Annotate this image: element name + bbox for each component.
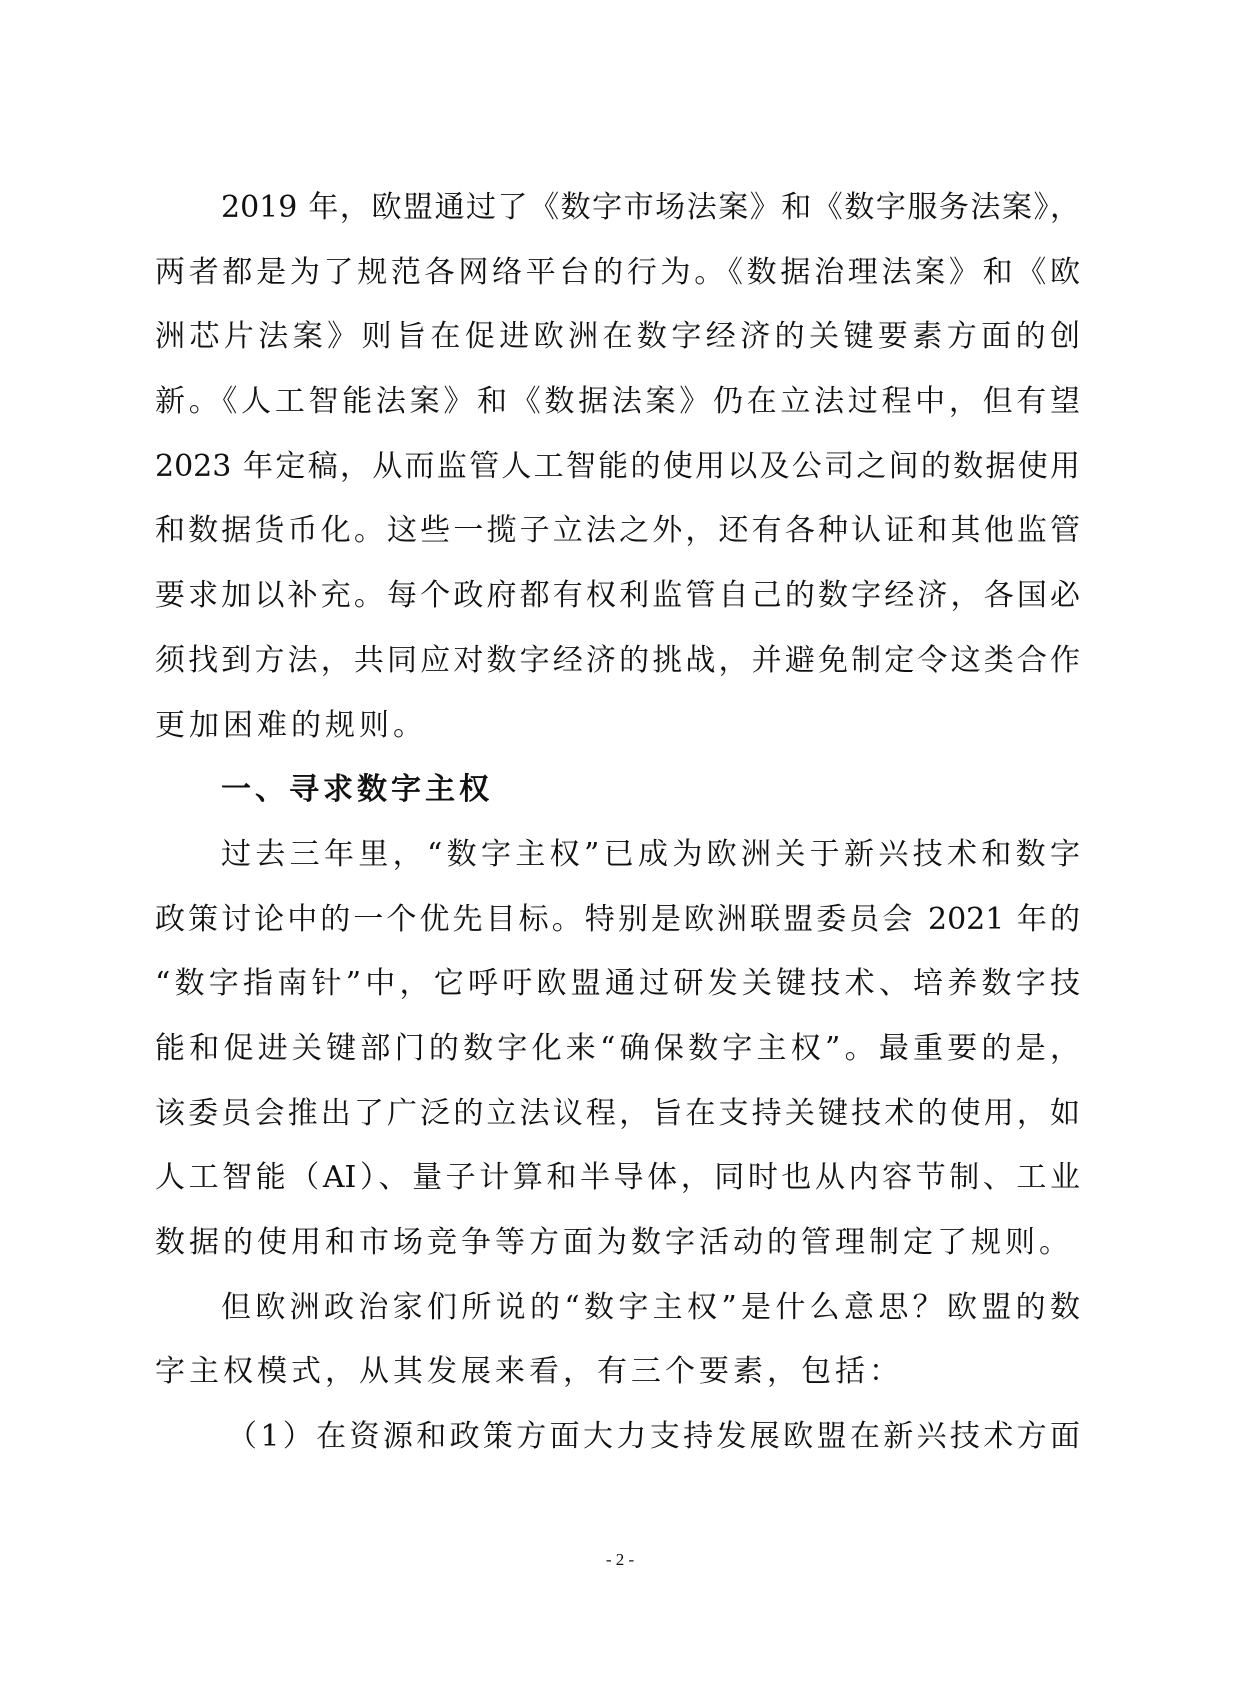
- paragraph-line: 但欧洲政治家们所说的“数字主权”是什么意思？欧盟的数: [221, 1289, 1080, 1325]
- paragraph-line: 要求加以补充。每个政府都有权利监管自己的数字经济，各国必: [155, 578, 1080, 614]
- section-heading: 一、寻求数字主权: [221, 772, 493, 808]
- paragraph-line: 该委员会推出了广泛的立法议程，旨在支持关键技术的使用，如: [155, 1095, 1080, 1131]
- page-number: - 2 -: [605, 1550, 635, 1569]
- paragraph-line: 两者都是为了规范各网络平台的行为。《数据治理法案》和《欧: [155, 254, 1080, 290]
- paragraph-line: 数据的使用和市场竞争等方面为数字活动的管理制定了规则。: [155, 1225, 1073, 1260]
- paragraph-line: 字主权模式，从其发展来看，有三个要素，包括：: [155, 1354, 903, 1390]
- list-item-line: （1）在资源和政策方面大力支持发展欧盟在新兴技术方面: [227, 1419, 1080, 1455]
- paragraph-line: 能和促进关键部门的数字化来“确保数字主权”。最重要的是，: [155, 1030, 1080, 1066]
- paragraph-line: 更加困难的规则。: [155, 707, 427, 743]
- paragraph-line: “数字指南针”中，它呼吁欧盟通过研发关键技术、培养数字技: [155, 966, 1080, 1002]
- paragraph-line: 过去三年里，“数字主权”已成为欧洲关于新兴技术和数字: [221, 836, 1080, 872]
- paragraph-line: 2023 年定稿，从而监管人工智能的使用以及公司之间的数据使用: [155, 448, 1080, 484]
- document-body: [155, 176, 1080, 1470]
- paragraph-line: 洲芯片法案》则旨在促进欧洲在数字经济的关键要素方面的创: [155, 319, 1080, 355]
- paragraph-line: 须找到方法，共同应对数字经济的挑战，并避免制定令这类合作: [155, 642, 1080, 678]
- paragraph-line: 新。《人工智能法案》和《数据法案》仍在立法过程中，但有望: [155, 384, 1080, 420]
- paragraph-line: 政策讨论中的一个优先目标。特别是欧洲联盟委员会 2021 年的: [155, 901, 1080, 937]
- paragraph-line: 人工智能（AI）、量子计算和半导体，同时也从内容节制、工业: [155, 1160, 1080, 1196]
- paragraph-line: 和数据货币化。这些一揽子立法之外，还有各种认证和其他监管: [155, 513, 1080, 549]
- paragraph-line: 2019 年，欧盟通过了《数字市场法案》和《数字服务法案》，: [221, 190, 1080, 225]
